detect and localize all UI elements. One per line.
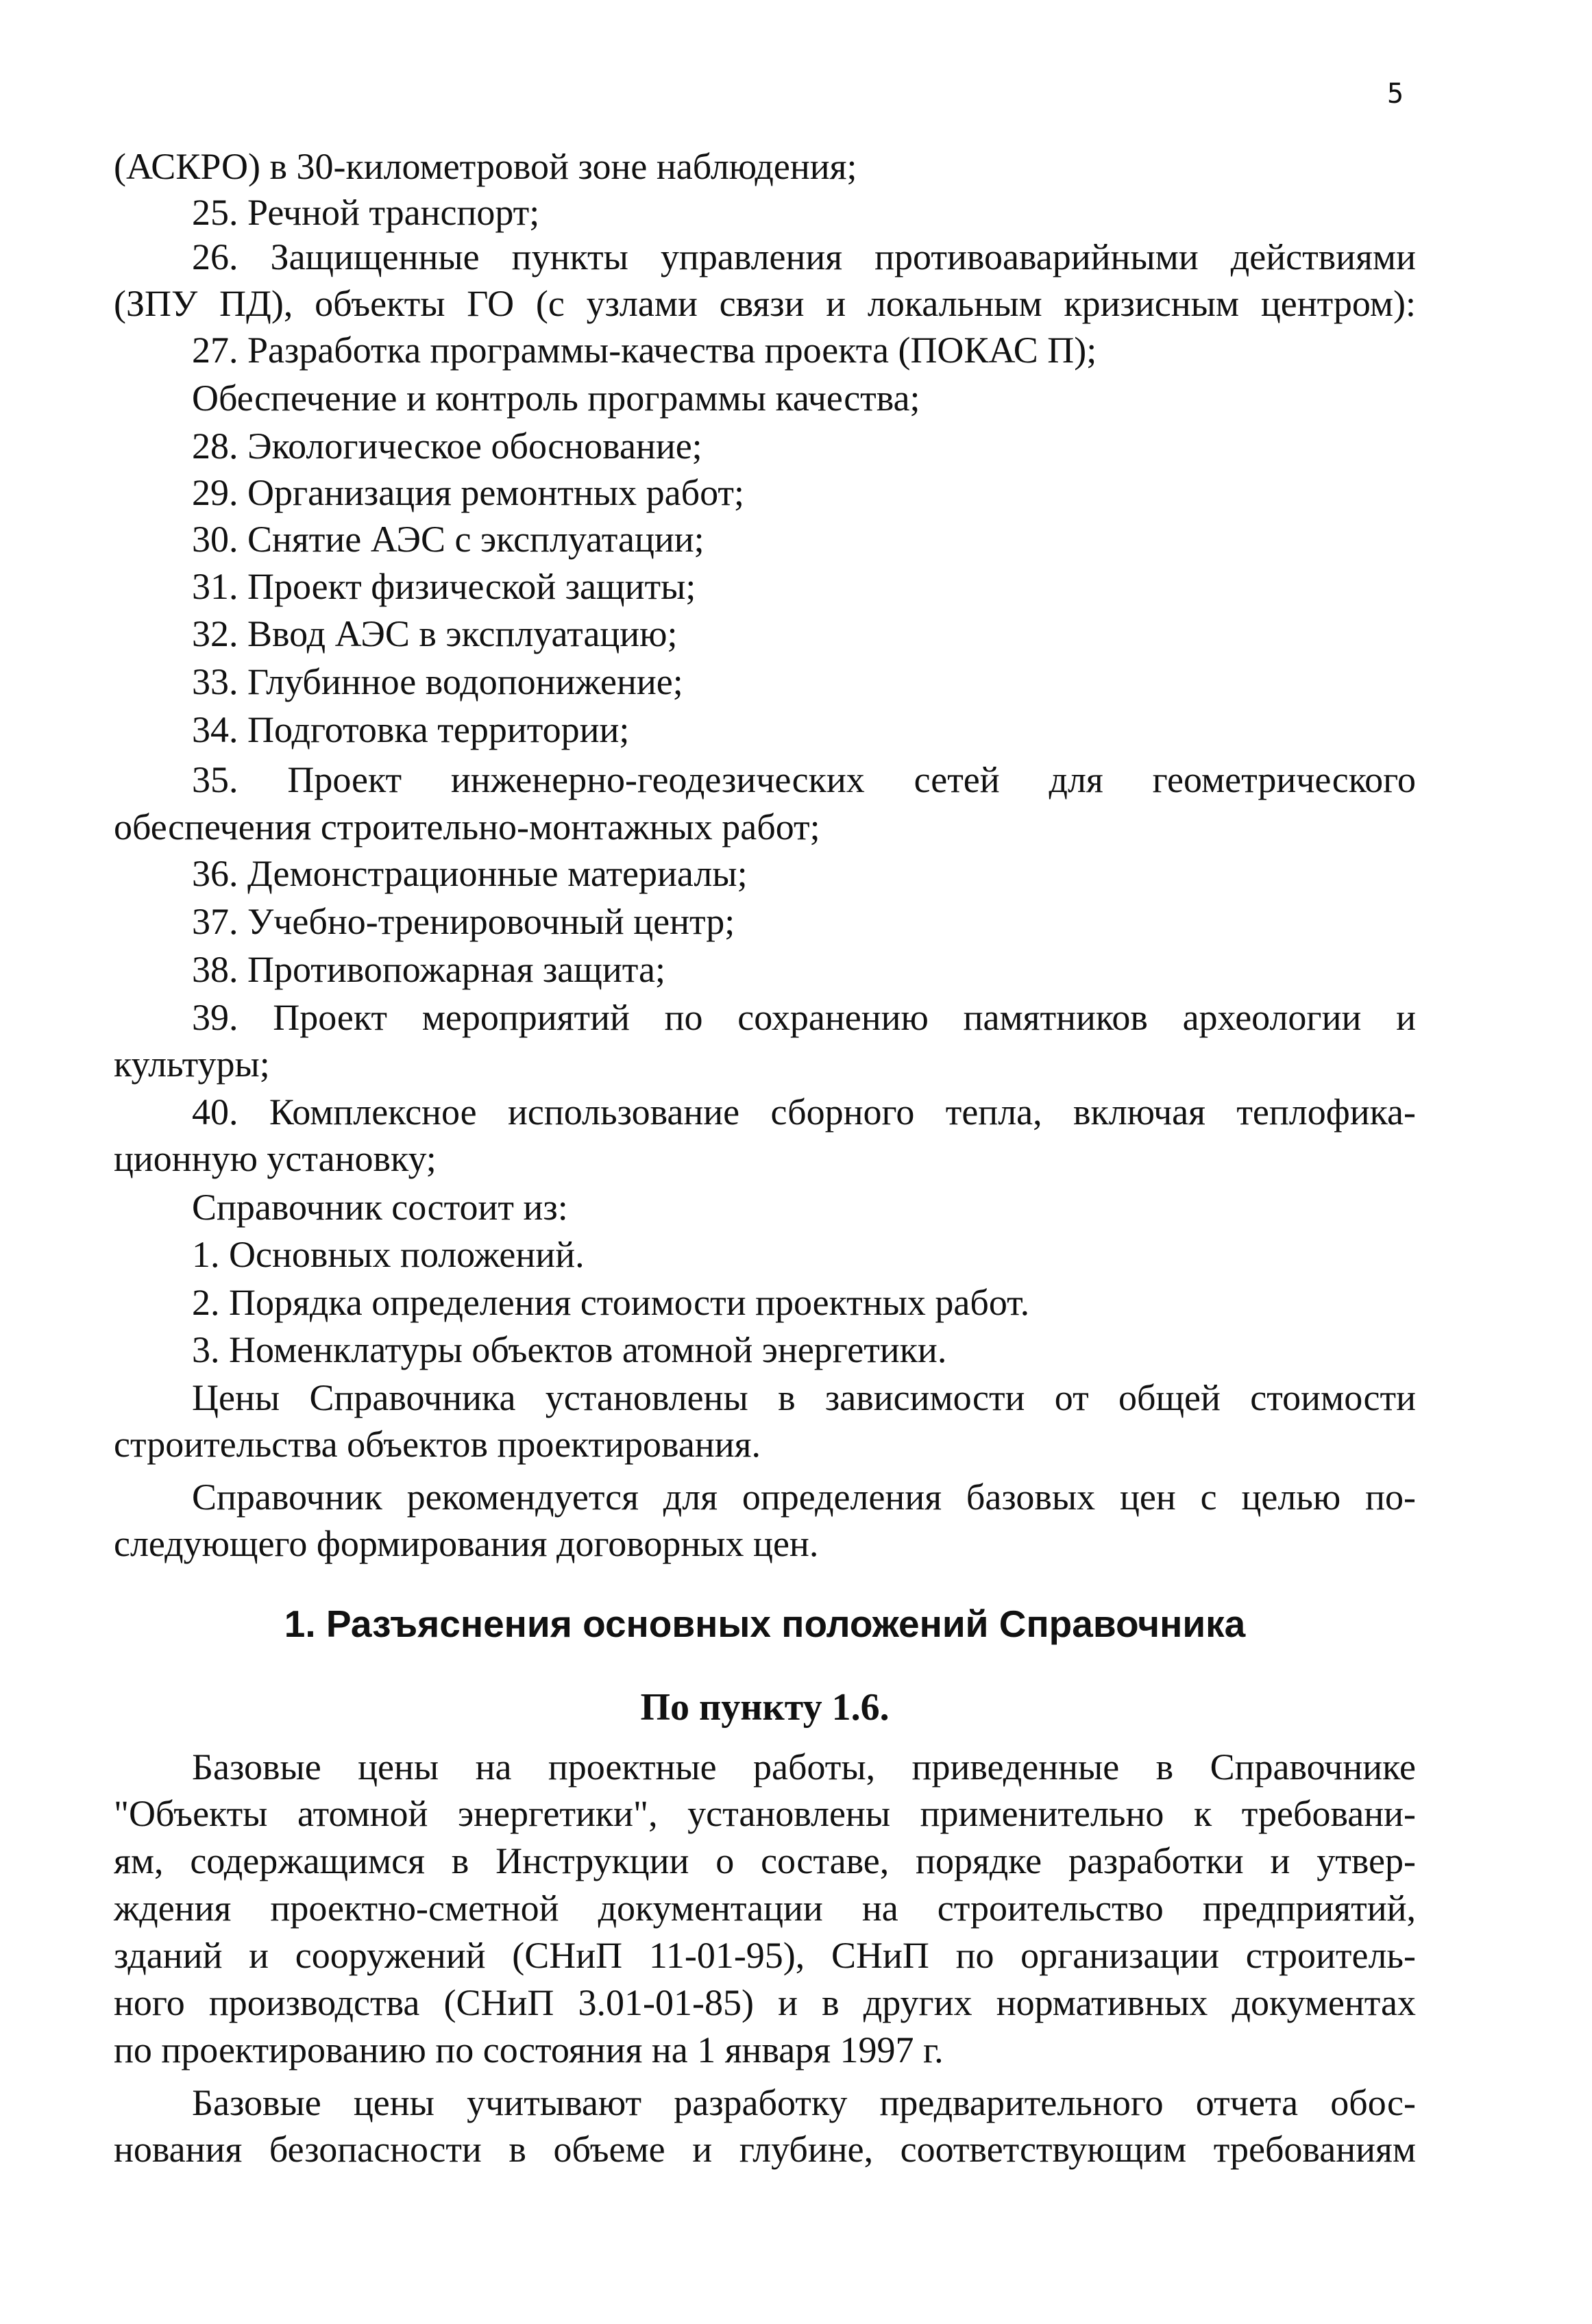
paragraph-line: ного производства (СНиП 3.01-01-85) и в других нормативных документах [114, 1982, 1416, 2023]
list-item: 30. Снятие АЭС с эксплуатации; [192, 519, 705, 560]
list-item: 3. Номенклатуры объектов атомной энергетики. [192, 1329, 947, 1370]
list-item: 40. Комплексное использование сборного тепла, включая теплофика- [192, 1091, 1416, 1133]
list-item: 2. Порядка определения стоимости проектных работ. [192, 1282, 1030, 1323]
list-item: 37. Учебно-тренировочный центр; [192, 901, 735, 942]
text-line: ционную установку; [114, 1138, 437, 1179]
text-line: обеспечения строительно-монтажных работ; [114, 806, 820, 848]
subsection-heading: По пункту 1.6. [640, 1686, 890, 1729]
list-item: 27. Разработка программы-качества проекта (ПОКАС П); [192, 330, 1097, 371]
paragraph-line: ждения проектно-сметной документации на строительство предприятий, [114, 1888, 1416, 1929]
text-line: (АСКРО) в 30-километровой зоне наблюдения; [114, 146, 857, 187]
paragraph-line: Базовые цены на проектные работы, приведенные в Справочнике [192, 1746, 1416, 1788]
text-line: Обеспечение и контроль программы качества; [192, 378, 920, 419]
paragraph-line: Базовые цены учитывают разработку предварительного отчета обос- [192, 2082, 1416, 2123]
paragraph-line: "Объекты атомной энергетики", установлены применительно к требовани- [114, 1793, 1416, 1834]
list-item: 32. Ввод АЭС в эксплуатацию; [192, 613, 678, 654]
paragraph-line: зданий и сооружений (СНиП 11-01-95), СНиП по организации строитель- [114, 1935, 1416, 1976]
text-line: строительства объектов проектирования. [114, 1424, 761, 1465]
text-line: культуры; [114, 1043, 270, 1085]
text-line: (ЗПУ ПД), объекты ГО (с узлами связи и локальным кризисным центром): [114, 283, 1416, 324]
list-item: 39. Проект мероприятий по сохранению памятников археологии и [192, 997, 1416, 1038]
list-item: 28. Экологическое обоснование; [192, 425, 702, 467]
list-item: 38. Противопожарная защита; [192, 949, 665, 990]
paragraph-line: нования безопасности в объеме и глубине, соответствующим требованиям [114, 2129, 1416, 2170]
text-line: Справочник рекомендуется для определения базовых цен с целью по- [192, 1476, 1416, 1518]
list-item: 33. Глубинное водопонижение; [192, 661, 683, 702]
list-item: 36. Демонстрационные материалы; [192, 853, 748, 894]
list-item: 34. Подготовка территории; [192, 709, 630, 750]
paragraph-line: по проектированию по состояния на 1 января 1997 г. [114, 2029, 944, 2070]
list-item: 1. Основных положений. [192, 1234, 585, 1275]
text-line: Справочник состоит из: [192, 1187, 568, 1228]
section-heading: 1. Разъяснения основных положений Справочника [284, 1603, 1246, 1645]
list-item: 31. Проект физической защиты; [192, 566, 696, 607]
list-item: 26. Защищенные пункты управления противоаварийными действиями [192, 236, 1416, 277]
list-item: 29. Организация ремонтных работ; [192, 472, 744, 513]
paragraph-line: ям, содержащимся в Инструкции о составе, порядке разработки и утвер- [114, 1840, 1416, 1881]
list-item: 35. Проект инженерно-геодезических сетей для геометрического [192, 759, 1416, 800]
text-line: Цены Справочника установлены в зависимости от общей стоимости [192, 1377, 1416, 1418]
list-item: 25. Речной транспорт; [192, 192, 540, 233]
page-number: 5 [1387, 78, 1404, 110]
text-line: следующего формирования договорных цен. [114, 1523, 819, 1564]
